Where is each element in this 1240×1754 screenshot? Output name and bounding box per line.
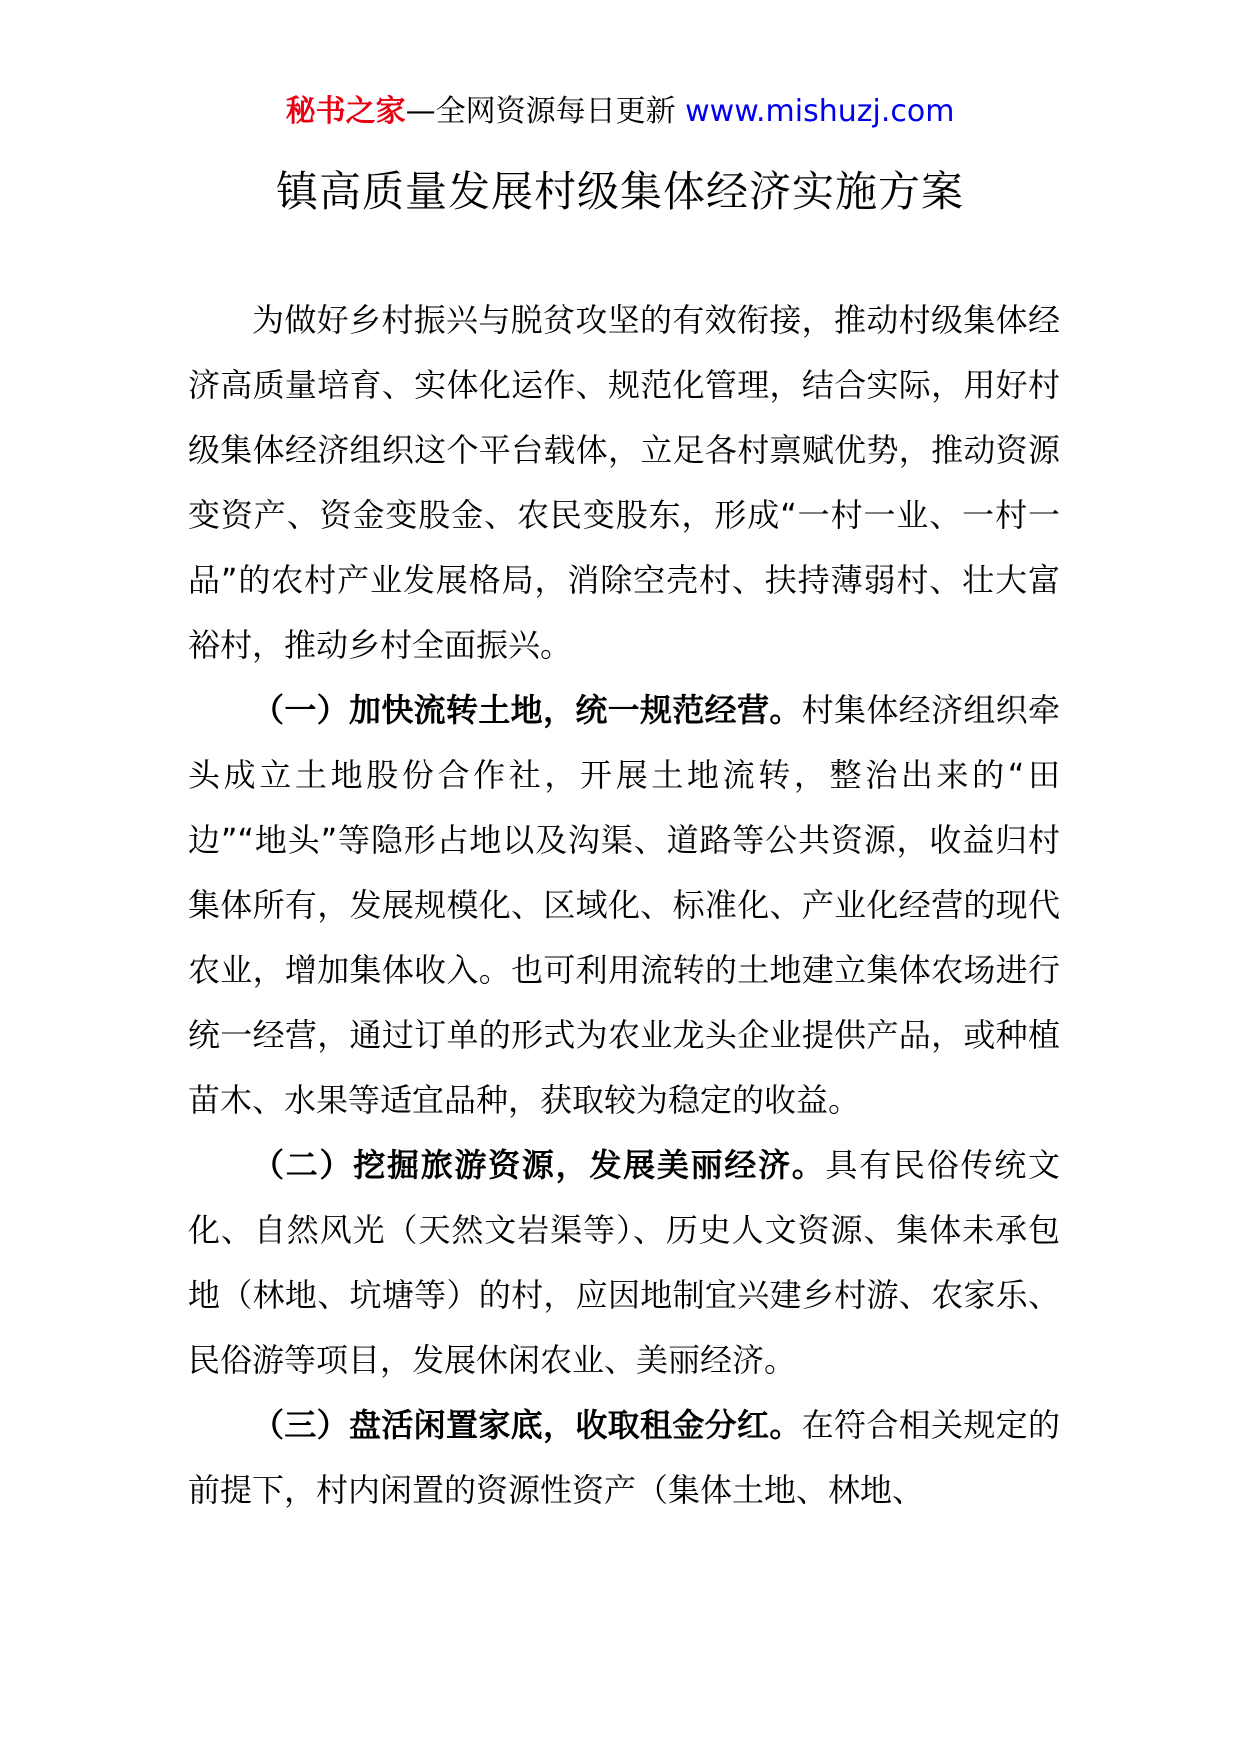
header-slogan: —全网资源每日更新	[405, 94, 676, 129]
section-heading-3: （三）盘活闲置家底，收取租金分红。	[252, 1406, 802, 1444]
section-body-2: 具有民俗传统文化、自然风光（天然文岩渠等）、历史人文资源、集体未承包地（林地、坑塘等）的村，应因地制宜兴建乡村游、农家乐、民俗游等项目，发展休闲农业、美丽经济。	[188, 1146, 1060, 1379]
section-heading-2: （二）挖掘旅游资源，发展美丽经济。	[252, 1146, 826, 1184]
site-url-link[interactable]: www.mishuzj.com	[685, 94, 955, 129]
brand-name: 秘书之家	[285, 94, 406, 129]
intro-paragraph: 为做好乡村振兴与脱贫攻坚的有效衔接，推动村级集体经济高质量培育、实体化运作、规范化管理，结合实际，用好村级集体经济组织这个平台载体，立足各村禀赋优势，推动资源变资产、资金变股金、农民变股东，形成“一村一业、一村一品”的农村产业发展格局，消除空壳村、扶持薄弱村、壮大富裕村，推动乡村全面振兴。	[188, 301, 1060, 664]
document-title: 镇高质量发展村级集体经济实施方案	[275, 167, 964, 216]
section-heading-1: （一）加快流转土地，统一规范经营。	[252, 691, 802, 729]
section-body-1: 村集体经济组织牵头成立土地股份合作社，开展土地流转，整治出来的“田边”“地头”等隐形占地以及沟渠、道路等公共资源，收益归村集体所有，发展规模化、区域化、标准化、产业化经营的现代农业，增加集体收入。也可利用流转的土地建立集体农场进行统一经营，通过订单的形式为农业龙头企业提供产品，或种植苗木、水果等适宜品种，获取较为稳定的收益。	[188, 691, 1060, 1119]
section-paragraph-1	[188, 678, 1060, 1133]
section-body-3: 在符合相关规定的前提下，村内闲置的资源性资产（集体土地、林地、	[188, 1406, 1060, 1509]
section-paragraph-3	[188, 1393, 1060, 1523]
section-paragraph-2	[188, 1133, 1060, 1393]
document-body	[188, 288, 1060, 1523]
site-header	[0, 92, 1240, 132]
